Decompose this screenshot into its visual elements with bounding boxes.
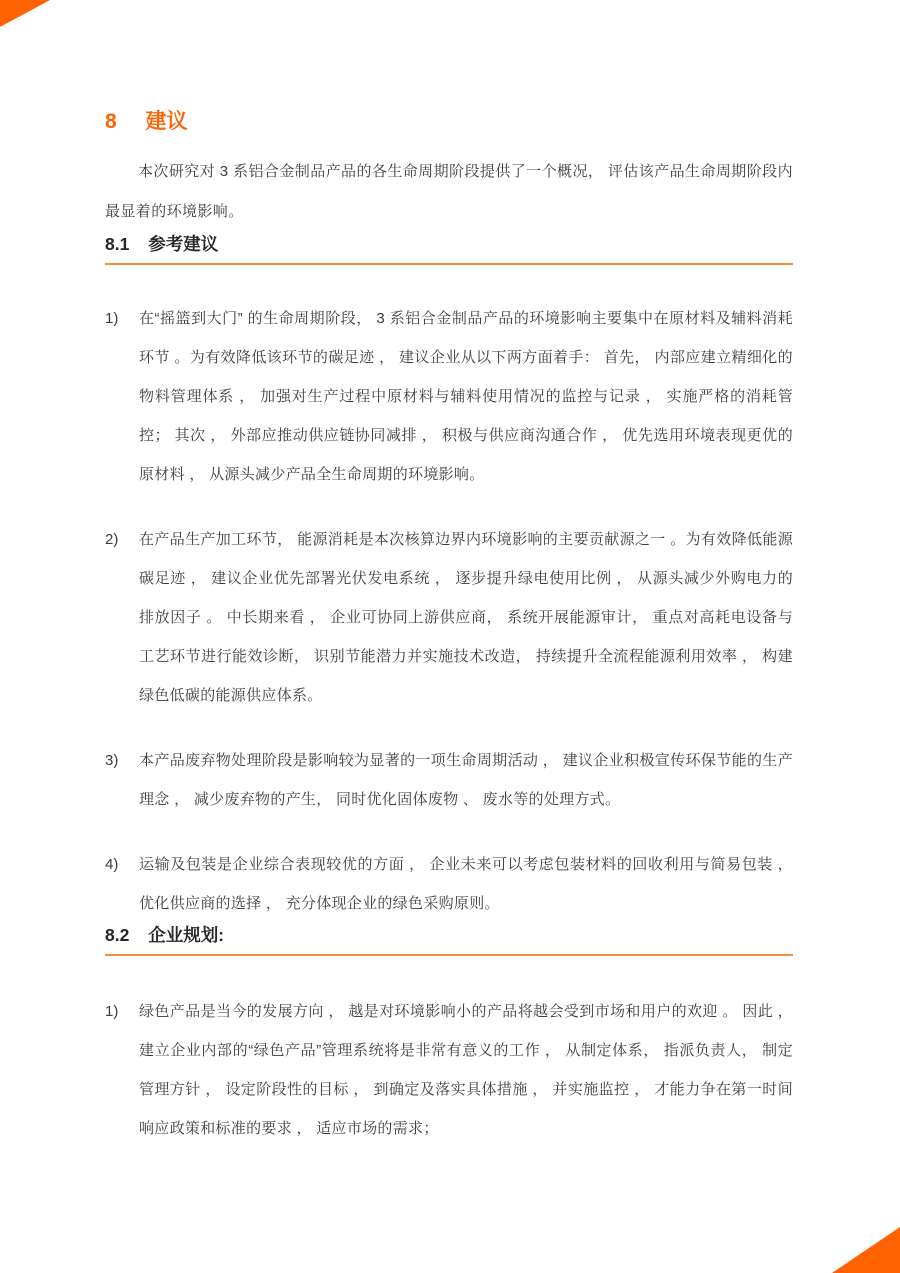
section-heading-8-1 [105, 232, 793, 265]
intro-paragraph: 本次研究对 3 系铝合金制品产品的各生命周期阶段提供了一个概况， 评估该产品生命周期阶段内最显着的环境影响。 [105, 163, 793, 220]
section-number: 8.2 [105, 925, 130, 945]
chapter-title: 建议 [145, 110, 188, 133]
section-title: 企业规划: [148, 925, 225, 945]
list-item-text: 本产品废弃物处理阶段是影响较为显著的一项生命周期活动 ， 建议企业积极宣传环保节能的生产理念 ， 减少废弃物的产生， 同时优化固体废物 、 废水等的处理方式。 [139, 752, 793, 808]
numbered-list-8-1 [105, 299, 793, 923]
list-item-number: 1) [105, 310, 119, 327]
list-item-text: 在产品生产加工环节， 能源消耗是本次核算边界内环境影响的主要贡献源之一 。为有效降低能源碳足迹 ， 建议企业优先部署光伏发电系统 ， 逐步提升绿电使用比例 ， 从源头减少外购电力的排放因子 。 中长期来看 ， 企业可协同上游供应商， 系统开展能源审计， 重点对高耗电设备与工艺环节进行能效诊断， 识别节能潜力并实施技术改造， 持续提升全流程能源利用效率 ， 构建绿色低碳的能源供应体系。 [139, 531, 793, 704]
corner-triangle-bottom-right-decoration [832, 1227, 900, 1273]
list-item-number: 4) [105, 856, 119, 873]
section-number: 8.1 [105, 234, 130, 254]
list-item-number: 2) [105, 531, 119, 548]
section-title: 参考建议 [148, 234, 219, 254]
list-item [105, 741, 793, 819]
corner-triangle-top-left-decoration [0, 0, 50, 27]
list-item [105, 845, 793, 923]
list-item [105, 299, 793, 494]
list-item [105, 992, 793, 1148]
list-item-number: 1) [105, 1003, 119, 1020]
section-heading-8-2 [105, 923, 793, 956]
list-item-text: 在“摇篮到大门” 的生命周期阶段， 3 系铝合金制品产品的环境影响主要集中在原材料及辅料消耗环节 。为有效降低该环节的碳足迹 ， 建议企业从以下两方面着手： 首先， 内部应建立精细化的物料管理体系 ， 加强对生产过程中原材料与辅料使用情况的监控与记录 ， 实施严格的消耗管控； 其次 ， 外部应推动供应链协同减排 ， 积极与供应商沟通合作 ， 优先选用环境表现更优的原材料 ， 从源头减少产品全生命周期的环境影响。 [139, 310, 793, 483]
chapter-heading [105, 108, 793, 136]
list-item [105, 520, 793, 715]
numbered-list-8-2 [105, 992, 793, 1148]
list-item-number: 3) [105, 752, 119, 769]
list-item-text: 绿色产品是当今的发展方向 ， 越是对环境影响小的产品将越会受到市场和用户的欢迎 。 因此 ， 建立企业内部的“绿色产品”管理系统将是非常有意义的工作 ， 从制定体系， 指派负责人， 制定管理方针 ， 设定阶段性的目标 ， 到确定及落实具体措施 ， 并实施监控 ， 才能力争在第一时间响应政策和标准的要求 ， 适应市场的需求； [139, 1003, 793, 1137]
list-item-text: 运输及包装是企业综合表现较优的方面 ， 企业未来可以考虑包装材料的回收利用与简易包装 ， 优化供应商的选择 ， 充分体现企业的绿色采购原则。 [139, 856, 793, 912]
chapter-number: 8 [105, 110, 117, 133]
